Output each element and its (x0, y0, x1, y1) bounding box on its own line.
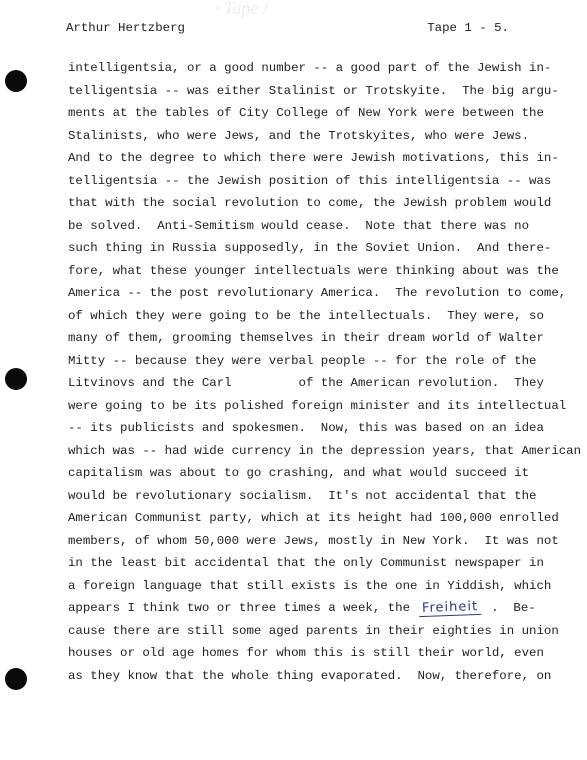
text-segment: . Be- (483, 601, 536, 615)
text-line: which was -- had wide currency in the depression years, that American (68, 443, 582, 458)
header-author: Arthur Hertzberg (66, 21, 185, 35)
text-line: ments at the tables of City College of New York were between the (68, 106, 544, 120)
text-line: Mitty -- because they were verbal people -- for the role of the (68, 353, 537, 368)
transcript-body (68, 57, 582, 687)
text-line: would be revolutionary socialism. It's not accidental that the (68, 488, 537, 503)
bleed-through-text: · Tape / (215, 0, 268, 18)
text-line: be solved. Anti-Semitism would cease. Note that there was no (68, 218, 530, 233)
text-line-with-handwriting (68, 597, 558, 620)
text-line: America -- the post revolutionary America. The revolution to come, (68, 286, 567, 300)
text-line: -- its publicists and spokesmen. Now, this was based on an idea (68, 421, 544, 435)
text-line: in the least bit accidental that the only Communist newspaper in (68, 556, 544, 570)
text-line: And to the degree to which there were Jewish motivations, this in- (68, 151, 559, 165)
text-line: intelligentsia, or a good number -- a good part of the Jewish in- (68, 61, 552, 75)
text-line: telligentsia -- was either Stalinist or Trotskyite. The big argu- (68, 83, 559, 98)
text-line: were going to be its polished foreign minister and its intellectual (68, 398, 567, 413)
text-line: members, of whom 50,000 were Jews, mostly in New York. It was not (68, 533, 559, 548)
page-header (66, 21, 509, 35)
punch-hole (5, 668, 27, 690)
text-line: Litvinovs and the Carl of the American revolution. They (68, 376, 544, 390)
text-segment: appears I think two or three times a week, the (68, 601, 418, 615)
text-line: fore, what these younger intellectuals were thinking about was the (68, 263, 559, 278)
punch-hole (5, 368, 27, 390)
punch-hole (5, 70, 27, 92)
text-line: American Communist party, which at its height had 100,000 enrolled (68, 511, 559, 525)
text-line: such thing in Russia supposedly, in the Soviet Union. And there- (68, 241, 552, 255)
text-line: capitalism was about to go crashing, and what would succeed it (68, 466, 530, 480)
text-line: a foreign language that still exists is the one in Yiddish, which (68, 578, 552, 593)
text-line: that with the social revolution to come, the Jewish problem would (68, 196, 552, 210)
handwritten-annotation: Freiheit (419, 600, 482, 617)
text-line: as they know that the whole thing evaporated. Now, therefore, on (68, 668, 552, 683)
header-page-number: Tape 1 - 5. (427, 21, 509, 35)
text-line: telligentsia -- the Jewish position of this intelligentsia -- was (68, 173, 552, 188)
text-line: Stalinists, who were Jews, and the Trotskyites, who were Jews. (68, 128, 530, 143)
text-line: cause there are still some aged parents in their eighties in union (68, 623, 559, 638)
text-line: houses or old age homes for whom this is still their world, even (68, 646, 544, 660)
text-line: of which they were going to be the intellectuals. They were, so (68, 308, 544, 323)
text-line: many of them, grooming themselves in their dream world of Walter (68, 331, 544, 345)
